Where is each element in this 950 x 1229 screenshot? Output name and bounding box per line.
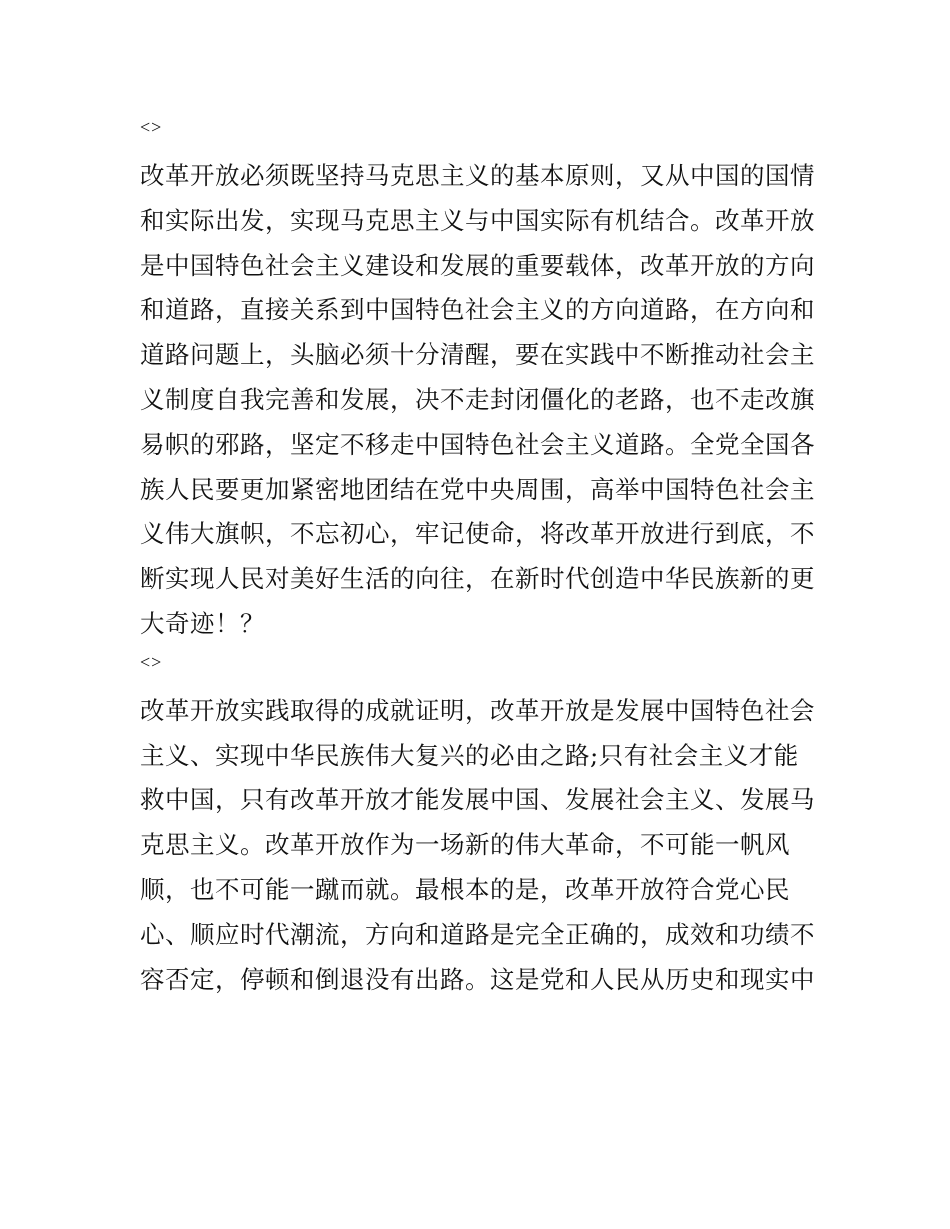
paragraph-line: 义制度自我完善和发展，决不走封闭僵化的老路，也不走改旗 (140, 384, 815, 414)
paragraph-line: 和道路，直接关系到中国特色社会主义的方向道路，在方向和 (140, 295, 815, 325)
paragraph-1 (140, 154, 820, 647)
paragraph-line: 义伟大旗帜，不忘初心，牢记使命，将改革开放进行到底，不 (140, 519, 815, 549)
section-marker-1: <> (140, 117, 163, 137)
paragraph-line: 是中国特色社会主义建设和发展的重要载体，改革开放的方向 (140, 250, 815, 280)
document-page (140, 112, 820, 1002)
section-marker-2: <> (140, 651, 163, 672)
paragraph-2 (140, 689, 820, 1003)
paragraph-line: 改革开放实践取得的成就证明，改革开放是发展中国特色社会 (140, 695, 815, 725)
paragraph-line: 救中国，只有改革开放才能发展中国、发展社会主义、发展马 (140, 785, 815, 815)
paragraph-line: 道路问题上，头脑必须十分清醒，要在实践中不断推动社会主 (140, 340, 815, 370)
paragraph-line: 顺，也不可能一蹴而就。最根本的是，改革开放符合党心民 (140, 874, 790, 904)
paragraph-line: 克思主义。改革开放作为一场新的伟大革命，不可能一帆风 (140, 830, 790, 860)
paragraph-line: 和实际出发，实现马克思主义与中国实际有机结合。改革开放 (140, 205, 815, 235)
paragraph-line: 易帜的邪路，坚定不移走中国特色社会主义道路。全党全国各 (140, 429, 815, 459)
paragraph-line: 改革开放必须既坚持马克思主义的基本原则，又从中国的国情 (140, 161, 815, 190)
paragraph-line: 容否定，停顿和倒退没有出路。这是党和人民从历史和现实中 (140, 964, 815, 994)
paragraph-line: 主义、实现中华民族伟大复兴的必由之路;只有社会主义才能 (140, 740, 799, 770)
paragraph-line: 族人民要更加紧密地团结在党中央周围，高举中国特色社会主 (140, 474, 815, 504)
paragraph-line: 大奇迹！？ (140, 608, 265, 638)
paragraph-line: 心、顺应时代潮流，方向和道路是完全正确的，成效和功绩不 (140, 919, 815, 949)
paragraph-line: 断实现人民对美好生活的向往，在新时代创造中华民族新的更 (140, 564, 815, 594)
